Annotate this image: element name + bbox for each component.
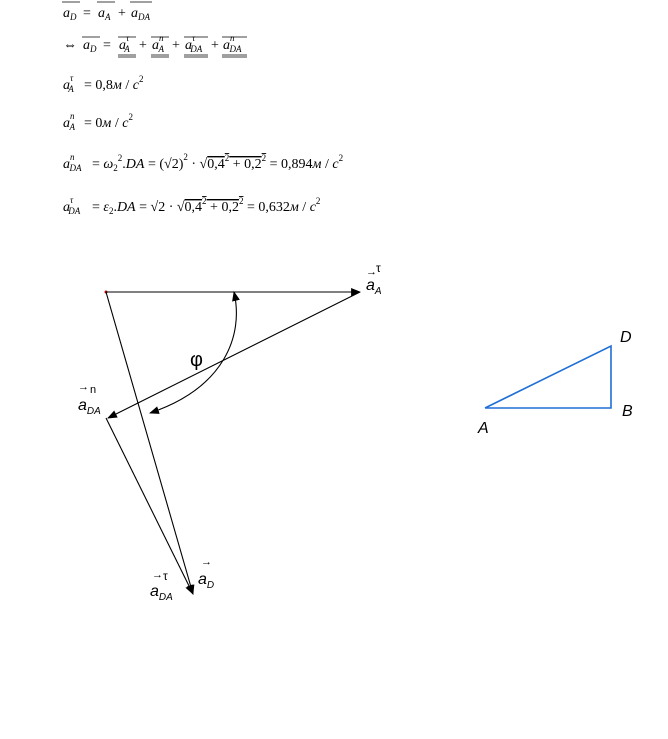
svg-text:+: + bbox=[211, 38, 219, 53]
point-b-label: B bbox=[622, 403, 633, 420]
svg-text:=: = bbox=[103, 38, 111, 53]
svg-text:aτDA: $a^\tau$ DA bbox=[63, 195, 81, 216]
svg-text:= 0,8м / c2: = $0,8м / c^2$ bbox=[84, 74, 144, 93]
svg-text:τ: τ bbox=[376, 261, 381, 275]
svg-text:aτDA: $a^\tau$ DA bbox=[185, 33, 203, 54]
equation-line-3 bbox=[63, 73, 143, 94]
svg-text:aDA: $a_{DA}$ bbox=[78, 397, 101, 417]
point-d-label: D bbox=[620, 329, 632, 346]
svg-text:aA: $a_A$ bbox=[366, 277, 382, 297]
svg-text:aDA: $a_{DA}$ bbox=[131, 6, 150, 22]
svg-text:aD: $a_D$ bbox=[83, 38, 97, 54]
svg-text:aD: $a_D$ bbox=[63, 6, 77, 22]
vector-aD bbox=[106, 292, 193, 594]
svg-text:anA: $a^n$ A bbox=[63, 111, 75, 132]
equation-block bbox=[62, 2, 343, 216]
svg-text:=: = bbox=[83, 6, 91, 21]
equation-line-2 bbox=[63, 33, 247, 57]
value-aDA-n: 0,894 bbox=[281, 157, 313, 172]
svg-text:n: n bbox=[90, 384, 97, 396]
acceleration-diagram bbox=[105, 291, 361, 595]
equation-line-6 bbox=[63, 195, 320, 216]
svg-text:anDA: $a^n$ DA bbox=[63, 152, 82, 173]
value-aA-n: 0 bbox=[95, 116, 103, 131]
svg-text:→: → bbox=[78, 381, 89, 393]
vector-aDA-n bbox=[108, 292, 360, 418]
svg-text:+: + bbox=[118, 6, 126, 21]
diagram-labels bbox=[78, 261, 382, 603]
triangle-abd bbox=[485, 346, 611, 408]
svg-text:= 0м / c2: = $0м / c^2$ bbox=[84, 112, 133, 131]
svg-text:→: → bbox=[366, 266, 377, 278]
equation-line-1 bbox=[62, 2, 152, 22]
value-aDA-tau: 0,632 bbox=[258, 200, 290, 215]
svg-text:= ε2.DA = √2 · √0,42 + 0,22 =: = $\varepsilon_2.DA = √2 \cdot √0,4^2 + 0,2^2 = 0,632м / c^2$ bbox=[92, 196, 321, 216]
svg-text:→: → bbox=[152, 569, 163, 581]
svg-text:anDA: $a^n$ DA bbox=[223, 33, 242, 54]
svg-text:τ: τ bbox=[163, 569, 168, 583]
svg-text:anA: $a^n$ A bbox=[152, 33, 164, 54]
svg-text:aD: $a_D$ bbox=[198, 571, 215, 591]
angle-label: φ bbox=[190, 349, 203, 371]
triangle-diagram bbox=[477, 329, 633, 437]
svg-text:→: → bbox=[201, 556, 212, 568]
equation-line-5 bbox=[63, 152, 343, 173]
svg-text:aτA: $a^\tau$ A bbox=[119, 33, 130, 54]
svg-text:+: + bbox=[172, 38, 180, 53]
point-a-label: A bbox=[478, 420, 489, 437]
svg-text:= ω22.DA = (√2)2 · √0,42 + 0,2: = $\omega_2^2.DA = (√2)^2 \cdot √0,4^2 + 0,2^2 = 0,894м / c^2$ bbox=[92, 152, 344, 173]
svg-text:+: + bbox=[139, 38, 147, 53]
svg-text:aA: $a_A$ bbox=[98, 6, 111, 22]
svg-text:aτA: $a^\tau$ A bbox=[63, 73, 74, 94]
svg-text:⇔: ⇔ bbox=[63, 38, 77, 53]
value-aA-tau: 0,8 bbox=[95, 78, 113, 93]
equation-line-4 bbox=[63, 111, 133, 132]
svg-text:aDA: $a_{DA}$ bbox=[150, 583, 173, 603]
